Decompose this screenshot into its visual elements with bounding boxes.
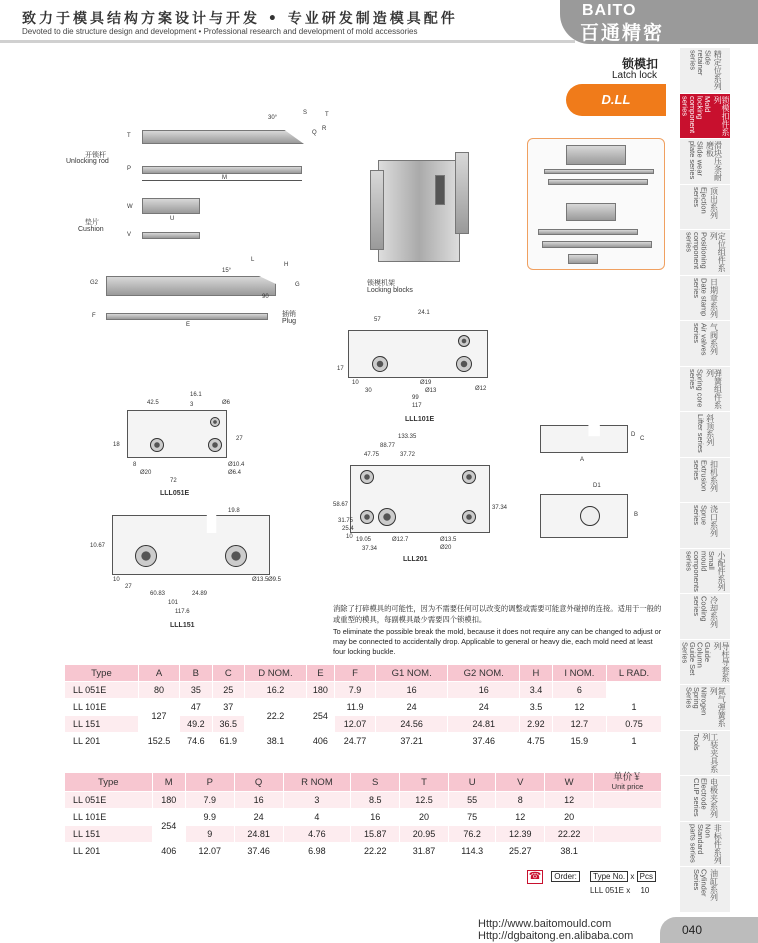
sidebar-item-14[interactable] bbox=[680, 685, 730, 731]
dim-l: L bbox=[251, 257, 255, 263]
sidebar-item-16[interactable] bbox=[680, 776, 730, 822]
table-cell: 24.81 bbox=[448, 716, 520, 733]
page-header bbox=[0, 0, 758, 44]
sidebar-item-en: Guide Column Guide Set Series bbox=[680, 641, 712, 675]
dim-15: 15° bbox=[222, 268, 232, 274]
table-header: Type bbox=[65, 773, 153, 792]
table-cell: 25 bbox=[212, 682, 244, 699]
table-cell: 152.5 bbox=[138, 733, 179, 750]
sidebar-item-cn: 非标件系列 bbox=[713, 823, 723, 864]
dim-47-75: 47.75 bbox=[364, 452, 380, 458]
product-title-cn: 锁模扣 bbox=[622, 57, 659, 71]
table-cell: 36.5 bbox=[212, 716, 244, 733]
sidebar-item-en: Spring core series bbox=[688, 368, 705, 407]
order-example-qty: 10 bbox=[640, 886, 650, 895]
series-badge: D.LL bbox=[566, 84, 666, 116]
order-example bbox=[527, 870, 656, 895]
table-cell: 1 bbox=[607, 699, 662, 716]
dim-e: E bbox=[186, 322, 191, 328]
sidebar-item-en: Non Standard parts series bbox=[688, 823, 713, 863]
dim-101: 101 bbox=[168, 600, 179, 606]
table-cell: 8 bbox=[496, 792, 545, 809]
sidebar-item-en: Nitrogen Spring Series bbox=[684, 687, 709, 716]
order-example-type: LLL 051E bbox=[590, 886, 624, 895]
dim-p: P bbox=[127, 166, 132, 172]
sidebar-item-en: Ejection series bbox=[692, 186, 709, 214]
sidebar-item-en: Air valves series bbox=[692, 323, 709, 356]
slogan-cn: 致力于模具结构方案设计与开发 • 专业研发制造模具配件 bbox=[22, 11, 458, 27]
table-cell: 22.22 bbox=[545, 826, 594, 843]
sidebar-item-en: Mold locking component series bbox=[680, 95, 712, 133]
table-cell: 24 bbox=[448, 699, 520, 716]
header-divider bbox=[0, 40, 575, 43]
table-header: M bbox=[152, 773, 185, 792]
table-cell: 12.7 bbox=[552, 716, 606, 733]
sidebar-item-cn: 顶出系列 bbox=[709, 186, 719, 219]
dim-30: 30° bbox=[268, 115, 278, 121]
dim-w: W bbox=[127, 204, 133, 210]
table-cell: 49.2 bbox=[180, 716, 212, 733]
dim-8: 8 bbox=[133, 462, 137, 468]
sidebar-item-0[interactable] bbox=[680, 48, 730, 94]
table-cell: LL 051E bbox=[65, 682, 139, 699]
dim-58-67: 58.67 bbox=[333, 502, 349, 508]
table-cell: 20 bbox=[545, 809, 594, 826]
dim-d12: Ø12 bbox=[475, 386, 487, 392]
table-cell: 37.46 bbox=[234, 843, 283, 860]
dim-42-5: 42.5 bbox=[147, 400, 159, 406]
unlocking-rod-label-cn: 开锁杆 bbox=[85, 152, 106, 159]
sidebar-item-cn: 工装夹具系列 bbox=[701, 732, 719, 773]
table-cell: 1 bbox=[607, 733, 662, 750]
table-cell: 406 bbox=[152, 843, 185, 860]
table-header: S bbox=[351, 773, 400, 792]
table-header: G2 NOM. bbox=[448, 665, 520, 682]
spec-table-1 bbox=[64, 664, 662, 750]
table-cell: LL 101E bbox=[65, 809, 153, 826]
table-cell: 74.6 bbox=[180, 733, 212, 750]
dim-16-1: 16.1 bbox=[190, 392, 202, 398]
table-cell: 24.81 bbox=[234, 826, 283, 843]
order-type-box: Type No. bbox=[590, 871, 628, 882]
dim-h: H bbox=[284, 262, 289, 268]
table-header: T bbox=[400, 773, 449, 792]
table-cell: 114.3 bbox=[448, 843, 495, 860]
dim-24-1: 24.1 bbox=[418, 310, 430, 316]
dim-f: F bbox=[92, 313, 96, 319]
footer-url-1[interactable]: Http://www.baitomould.com bbox=[478, 918, 612, 930]
table-cell: 0.75 bbox=[607, 716, 662, 733]
sidebar-item-7[interactable] bbox=[680, 367, 730, 413]
sidebar-item-cn: 日期章系列 bbox=[709, 277, 719, 318]
product-title-en: Latch lock bbox=[612, 70, 658, 81]
table-cell: 6.98 bbox=[283, 843, 351, 860]
table-cell: 4 bbox=[283, 809, 351, 826]
dim-d9-5: Ø9.5 bbox=[268, 577, 282, 583]
table-cell: 16 bbox=[234, 792, 283, 809]
order-pcs-box: Pcs bbox=[637, 871, 656, 882]
table-cell: 2.92 bbox=[520, 716, 552, 733]
table-cell: 16 bbox=[376, 682, 448, 699]
table-cell: 75 bbox=[448, 809, 495, 826]
dim-133-35: 133.35 bbox=[398, 434, 417, 440]
lll051e-label: LLL051E bbox=[160, 490, 190, 497]
dim-99: 99 bbox=[412, 395, 419, 401]
sidebar-item-9[interactable] bbox=[680, 458, 730, 504]
dim-d19: Ø19 bbox=[420, 380, 432, 386]
sidebar-item-en: Sprue series bbox=[692, 505, 709, 526]
table-header: L RAD. bbox=[607, 665, 662, 682]
table-row bbox=[65, 733, 662, 750]
description-cn: 消除了打碎模具的可能性，因为不需要任何可以改变的调整或需要可能意外碰掉的连接。适用于一般的或重型的模具，每副模具最少需要四个锁模扣。 bbox=[333, 604, 662, 624]
dim-19-05: 19.05 bbox=[356, 537, 372, 543]
sidebar-item-cn: 导柱导套系列 bbox=[713, 641, 730, 682]
table-cell: 12.07 bbox=[185, 843, 234, 860]
table-header: E bbox=[306, 665, 334, 682]
table-cell: 3.4 bbox=[520, 682, 552, 699]
table-row bbox=[65, 682, 662, 699]
dim-g: G bbox=[295, 282, 300, 288]
dim-a-letter: A bbox=[580, 457, 585, 463]
brand-logo-en: BAITO bbox=[582, 2, 637, 19]
table-cell: 37.46 bbox=[448, 733, 520, 750]
dim-d13-5-b: Ø13.5 bbox=[252, 577, 269, 583]
locking-blocks-label-cn: 锁模机架 bbox=[367, 280, 395, 287]
table-cell: 9 bbox=[185, 826, 234, 843]
dim-27-b: 27 bbox=[125, 584, 132, 590]
table-row bbox=[65, 699, 662, 716]
dim-d6-4: Ø6.4 bbox=[228, 470, 242, 476]
brand-logo-cn: 百通精密 bbox=[580, 22, 665, 44]
dim-37-72: 37.72 bbox=[400, 452, 416, 458]
sidebar-item-12[interactable] bbox=[680, 594, 730, 640]
table-cell: 24 bbox=[234, 809, 283, 826]
sidebar-item-cn: 小配件系列 bbox=[717, 550, 726, 591]
dim-q: Q bbox=[312, 130, 317, 136]
dim-10-b: 10 bbox=[346, 534, 353, 540]
sidebar-item-5[interactable] bbox=[680, 276, 730, 322]
table-cell: 12.39 bbox=[496, 826, 545, 843]
sidebar-item-cn: 锁模扣件系列 bbox=[713, 95, 730, 136]
table-cell: 254 bbox=[152, 809, 185, 843]
table-cell: 12.07 bbox=[334, 716, 375, 733]
table-cell: 22.2 bbox=[245, 699, 307, 733]
sidebar-item-cn: 弹簧组件系列 bbox=[705, 368, 723, 409]
dim-30-b: 30 bbox=[365, 388, 372, 394]
dim-10: 10 bbox=[352, 380, 359, 386]
table-header: Type bbox=[65, 665, 139, 682]
table-cell: 38.1 bbox=[245, 733, 307, 750]
lll201-label: LLL201 bbox=[403, 556, 428, 563]
dim-88-77: 88.77 bbox=[380, 443, 396, 449]
dim-37-34-b: 37.34 bbox=[492, 505, 508, 511]
table-cell: 22.22 bbox=[351, 843, 400, 860]
sidebar-item-cn: 精定位系列 bbox=[713, 50, 723, 90]
table-cell: 3 bbox=[283, 792, 351, 809]
dim-24-89: 24.89 bbox=[192, 591, 208, 597]
dim-g2: G2 bbox=[90, 280, 99, 286]
table-cell: 61.9 bbox=[212, 733, 244, 750]
sidebar-item-cn: 斜顶系列 bbox=[705, 414, 715, 446]
table-header: H bbox=[520, 665, 552, 682]
sidebar-item-10[interactable] bbox=[680, 503, 730, 549]
sidebar-item-en: Tools bbox=[691, 732, 701, 751]
table-header: W bbox=[545, 773, 594, 792]
sidebar-item-en: Side retainer series bbox=[688, 50, 713, 76]
unlocking-rod-label-en: Unlocking rod bbox=[66, 158, 109, 165]
dim-10-67: 10.67 bbox=[90, 543, 106, 549]
table-cell: 15.87 bbox=[351, 826, 400, 843]
sidebar-item-11[interactable] bbox=[680, 549, 730, 595]
dim-37-34: 37.34 bbox=[362, 546, 378, 552]
table-header: B bbox=[180, 665, 212, 682]
sidebar-item-en: Cooling series bbox=[692, 596, 709, 622]
table-cell: 9.9 bbox=[185, 809, 234, 826]
sidebar-item-cn: 氮气弹簧系列 bbox=[709, 687, 727, 727]
sidebar-item-en: Lifter series bbox=[695, 414, 705, 453]
table-cell: LL 151 bbox=[65, 716, 139, 733]
sidebar-item-en: Cylinder Series bbox=[692, 869, 709, 897]
dim-v: V bbox=[127, 232, 132, 238]
sidebar-item-18[interactable] bbox=[680, 867, 730, 913]
table-header: G1 NOM. bbox=[376, 665, 448, 682]
sidebar-item-en: Slide wear plate series bbox=[688, 141, 705, 180]
dim-57: 57 bbox=[374, 317, 381, 323]
sidebar-item-2[interactable] bbox=[680, 139, 730, 185]
dim-10-c: 10 bbox=[113, 577, 120, 583]
table-cell: 7.9 bbox=[334, 682, 375, 699]
table-cell: 180 bbox=[306, 682, 334, 699]
table-row bbox=[65, 843, 662, 860]
table-cell: 12.5 bbox=[400, 792, 449, 809]
table-cell: 16 bbox=[351, 809, 400, 826]
sidebar-item-15[interactable] bbox=[680, 731, 730, 777]
page-number: 040 bbox=[660, 917, 758, 943]
table-cell: 15.9 bbox=[552, 733, 606, 750]
table-cell: LL 201 bbox=[65, 733, 139, 750]
price-cell bbox=[594, 826, 662, 843]
table-cell: LL 051E bbox=[65, 792, 153, 809]
table-cell: 24 bbox=[376, 699, 448, 716]
lll101e-label: LLL101E bbox=[405, 416, 435, 423]
sidebar-item-13[interactable] bbox=[680, 640, 730, 686]
price-header-cn: 单价￥ bbox=[613, 772, 642, 783]
table-cell: 4.75 bbox=[520, 733, 552, 750]
sidebar-item-en: Extrusion series bbox=[692, 459, 709, 491]
dim-20: Ø20 bbox=[140, 470, 152, 476]
table-cell: 254 bbox=[306, 699, 334, 733]
sidebar-item-cn: 扣机系列 bbox=[709, 459, 719, 492]
table-cell: 12 bbox=[552, 699, 606, 716]
phone-icon: ☎ bbox=[528, 871, 542, 882]
table-header: D NOM. bbox=[245, 665, 307, 682]
table-cell: 35 bbox=[180, 682, 212, 699]
slogan-en: Devoted to die structure design and development • Professional research and development of mold accessories bbox=[22, 27, 418, 36]
sidebar-item-cn: 冷却系列 bbox=[709, 596, 719, 628]
dim-d13-5: Ø13.5 bbox=[440, 537, 457, 543]
dim-m: M bbox=[222, 175, 227, 181]
table-header: F bbox=[334, 665, 375, 682]
order-example-x: x bbox=[626, 886, 631, 895]
table-cell: 24.77 bbox=[334, 733, 375, 750]
locking-blocks-label-en: Locking blocks bbox=[367, 287, 413, 294]
table-cell: 4.76 bbox=[283, 826, 351, 843]
sidebar-item-8[interactable] bbox=[680, 412, 730, 458]
table-cell: 3.5 bbox=[520, 699, 552, 716]
dim-d10-4: Ø10.4 bbox=[228, 462, 245, 468]
dim-d20: Ø20 bbox=[440, 545, 452, 551]
order-label: Order: bbox=[551, 871, 580, 882]
price-cell bbox=[594, 843, 662, 860]
sidebar-item-cn: 电极夹系列 bbox=[709, 778, 719, 818]
table-cell: 25.27 bbox=[496, 843, 545, 860]
table-cell: 37 bbox=[212, 699, 244, 716]
price-cell bbox=[594, 809, 662, 826]
dim-18: 18 bbox=[113, 442, 120, 448]
table-header: V bbox=[496, 773, 545, 792]
table-row bbox=[65, 809, 662, 826]
sidebar-item-cn: 定位组件系列 bbox=[709, 232, 727, 272]
sidebar-item-cn: 油缸系列 bbox=[709, 869, 719, 901]
dim-117-6: 117.6 bbox=[175, 609, 190, 615]
product-photo bbox=[527, 138, 665, 270]
plug-label-cn: 插销 bbox=[282, 311, 296, 318]
table-cell: 55 bbox=[448, 792, 495, 809]
table-header: R NOM bbox=[283, 773, 351, 792]
table-cell: 180 bbox=[152, 792, 185, 809]
lll151-label: LLL151 bbox=[170, 622, 195, 629]
sidebar-item-6[interactable] bbox=[680, 321, 730, 367]
table-cell: 80 bbox=[138, 682, 179, 699]
table-cell: 6 bbox=[552, 682, 606, 699]
table-header: Q bbox=[234, 773, 283, 792]
sidebar-item-en: Small mould components series bbox=[684, 550, 716, 592]
dim-d1-letter: D1 bbox=[593, 483, 601, 489]
order-x: x bbox=[630, 872, 635, 881]
table-header: U bbox=[448, 773, 495, 792]
dim-t2: T bbox=[127, 133, 131, 139]
sidebar-item-en: Date stamp series bbox=[692, 277, 709, 316]
price-header-en: Unit price bbox=[611, 782, 644, 791]
category-sidebar bbox=[680, 48, 730, 913]
table-cell: 12 bbox=[496, 809, 545, 826]
table-cell: 20.95 bbox=[400, 826, 449, 843]
dim-90: 90 bbox=[262, 294, 269, 300]
dim-t: T bbox=[325, 112, 329, 118]
table-cell: 406 bbox=[306, 733, 334, 750]
footer-url-2[interactable]: Http://dgbaitong.en.alibaba.com bbox=[478, 930, 634, 942]
dim-60-83: 60.83 bbox=[150, 591, 166, 597]
table-cell: LL 101E bbox=[65, 699, 139, 716]
dim-3: 3 bbox=[190, 402, 194, 408]
sidebar-item-en: Positioning component series bbox=[684, 232, 709, 270]
cushion-label-cn: 垫片 bbox=[85, 219, 99, 226]
dim-b-letter: B bbox=[634, 512, 639, 518]
dim-72: 72 bbox=[170, 478, 177, 484]
table-cell: 24.56 bbox=[376, 716, 448, 733]
table-cell: 20 bbox=[400, 809, 449, 826]
cushion-label-en: Cushion bbox=[78, 226, 104, 233]
price-cell bbox=[594, 792, 662, 809]
dim-r: R bbox=[322, 126, 327, 132]
table-cell: 8.5 bbox=[351, 792, 400, 809]
sidebar-item-1[interactable] bbox=[680, 94, 730, 140]
table-cell: 16 bbox=[448, 682, 520, 699]
table-header: A bbox=[138, 665, 179, 682]
table-row bbox=[65, 792, 662, 809]
sidebar-item-cn: 气阀系列 bbox=[709, 323, 719, 355]
table-cell: 11.9 bbox=[334, 699, 375, 716]
description-en: To eliminate the possible break the mold, because it does not require any can be changed to adjust or may be connected to accidentally drop. Applicable to general or heavy die, each mold need at least four locking buckle. bbox=[333, 627, 662, 656]
dim-19-8: 19.8 bbox=[228, 508, 240, 514]
table-cell: 12 bbox=[545, 792, 594, 809]
sidebar-item-17[interactable] bbox=[680, 822, 730, 868]
table-cell: 76.2 bbox=[448, 826, 495, 843]
dim-117: 117 bbox=[412, 403, 422, 409]
dim-s: S bbox=[303, 110, 308, 116]
table-header: C bbox=[212, 665, 244, 682]
dim-d13: Ø13 bbox=[425, 388, 437, 394]
sidebar-item-3[interactable] bbox=[680, 185, 730, 231]
plug-label-en: Plug bbox=[282, 318, 297, 325]
sidebar-item-cn: 浇口系列 bbox=[709, 505, 719, 537]
table-cell: LL 201 bbox=[65, 843, 153, 860]
table-header: P bbox=[185, 773, 234, 792]
table-cell: 37.21 bbox=[376, 733, 448, 750]
table-cell: 127 bbox=[138, 699, 179, 733]
sidebar-item-en: Electrode CLIP series bbox=[692, 778, 709, 817]
dim-d-letter: D bbox=[631, 432, 636, 438]
table-cell: LL 151 bbox=[65, 826, 153, 843]
dim-27: 27 bbox=[236, 436, 243, 442]
table-cell: 31.87 bbox=[400, 843, 449, 860]
dim-c-letter: C bbox=[640, 436, 645, 442]
table-cell: 38.1 bbox=[545, 843, 594, 860]
table-header: I NOM. bbox=[552, 665, 606, 682]
sidebar-item-4[interactable] bbox=[680, 230, 730, 276]
sidebar-item-cn: 滑块压条耐磨板 bbox=[705, 141, 723, 181]
table-cell: 47 bbox=[180, 699, 212, 716]
dim-d6: Ø6 bbox=[222, 400, 231, 406]
table-cell: 16.2 bbox=[245, 682, 307, 699]
dim-31-75: 31.75 bbox=[338, 518, 354, 524]
dim-25-4: 25.4 bbox=[342, 526, 354, 532]
price-header bbox=[594, 773, 662, 792]
spec-table-2 bbox=[64, 772, 662, 860]
dim-u: U bbox=[170, 216, 175, 222]
dim-17: 17 bbox=[337, 366, 344, 372]
dim-d12-7: Ø12.7 bbox=[392, 537, 409, 543]
table-cell: 7.9 bbox=[185, 792, 234, 809]
